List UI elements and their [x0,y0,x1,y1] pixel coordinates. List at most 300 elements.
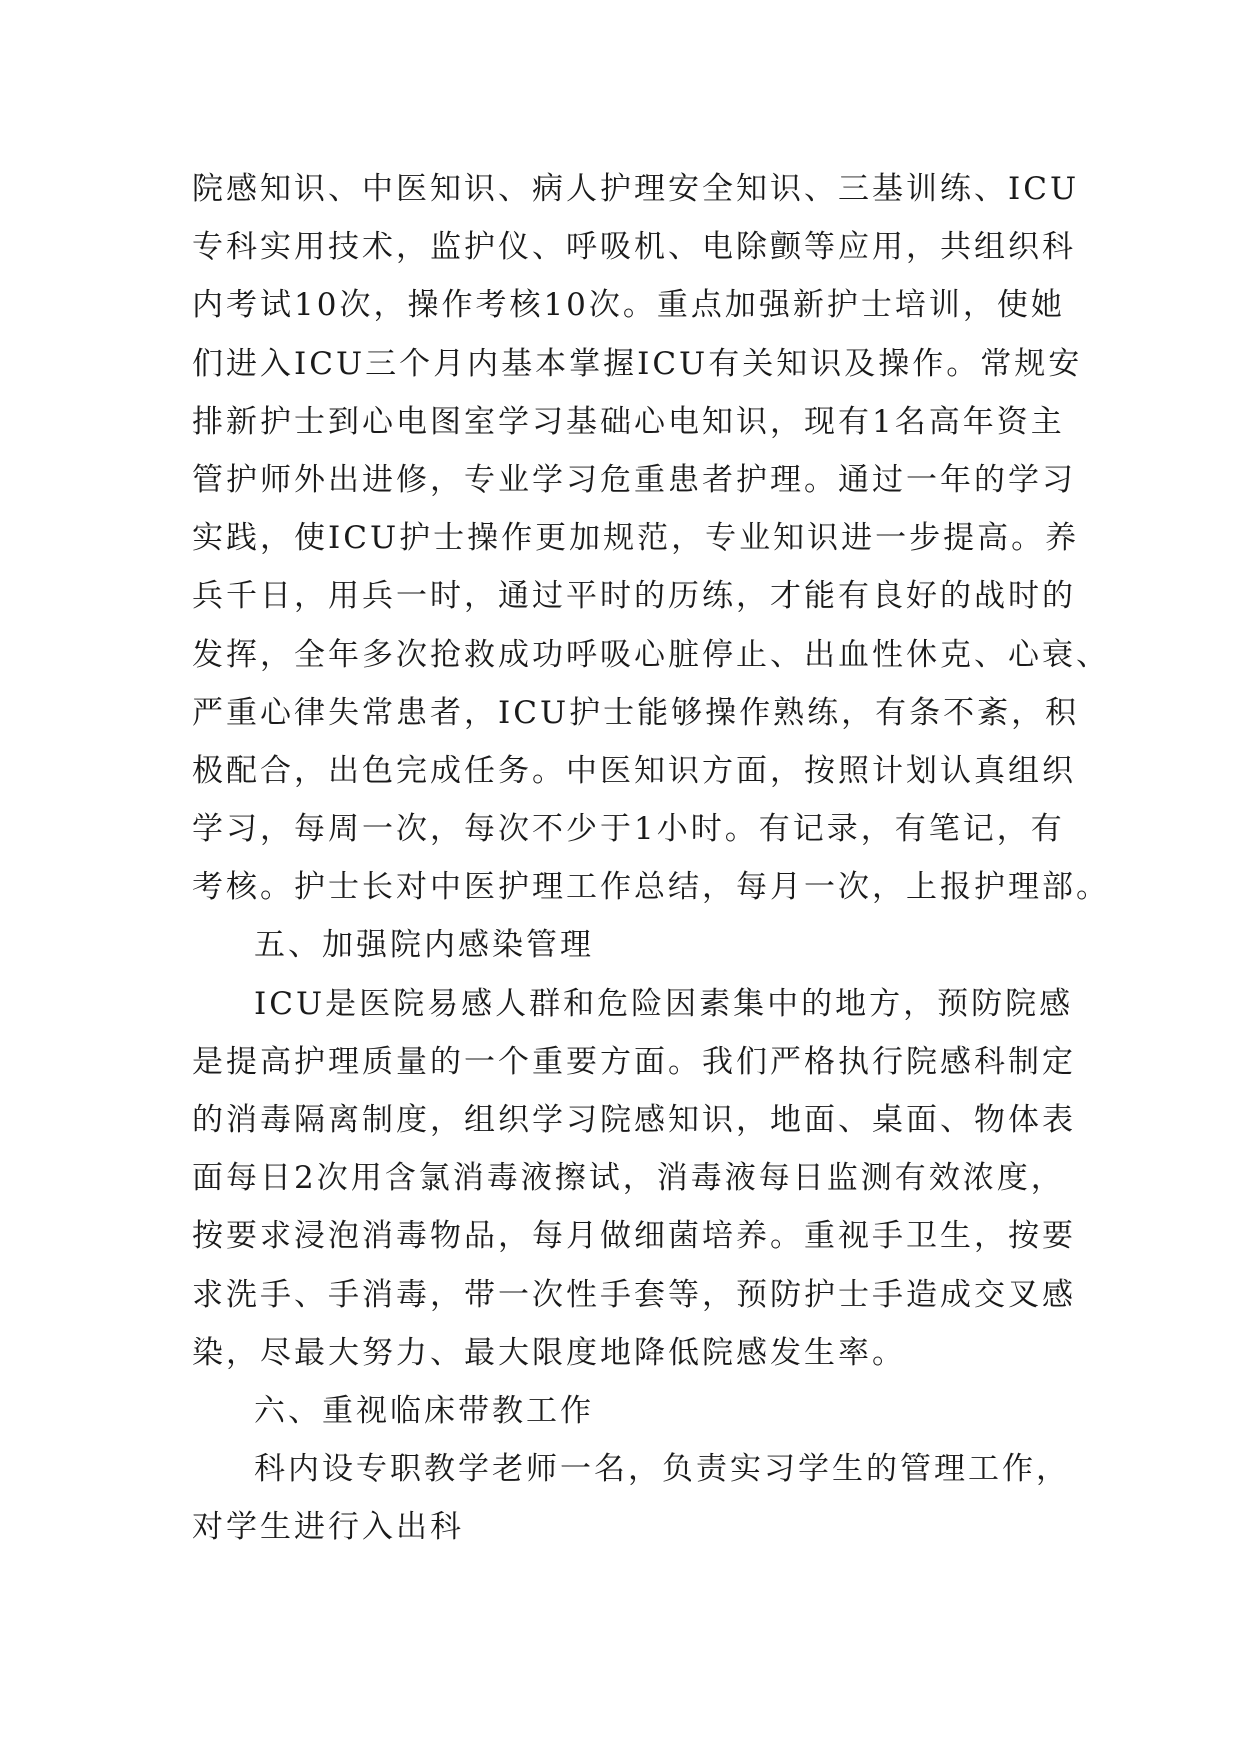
glyph: 方 [600,1043,634,1080]
glyph: 的 [1042,578,1076,615]
glyph: 护 [294,869,328,906]
glyph: 习 [764,1451,798,1488]
glyph: 试 [260,287,294,324]
glyph: 护 [294,1043,328,1080]
glyph: 性 [872,636,906,673]
glyph: 平 [566,578,600,615]
glyph: 兵 [192,578,226,615]
glyph: 士 [603,694,638,731]
glyph: 预 [937,985,972,1022]
glyph: 有 [1030,811,1065,848]
glyph: 护 [260,403,294,440]
glyph: 监 [430,229,464,266]
glyph: 名 [594,1451,628,1488]
document-body [192,160,1110,1557]
glyph: 知 [702,403,736,440]
glyph: 效 [928,1160,963,1197]
glyph: 践 [226,520,260,557]
text-line [192,335,1083,393]
glyph: 实 [260,229,294,266]
glyph: 10 [543,287,589,324]
glyph: 物 [974,1102,1008,1138]
glyph: 月 [566,1218,600,1255]
glyph: 组 [464,1102,498,1138]
glyph: 求 [192,1276,226,1313]
glyph: 院 [192,171,226,207]
glyph: 上 [906,869,940,906]
glyph: 医 [600,752,634,789]
glyph: 颤 [770,229,804,266]
glyph: 面 [736,752,770,789]
glyph: 除 [736,229,770,266]
glyph: 够 [671,694,706,731]
glyph: 结 [668,869,702,906]
glyph: 性 [566,1276,600,1313]
glyph: 重 [532,1043,566,1080]
glyph: 一 [362,811,396,848]
glyph: 要 [566,1043,600,1080]
glyph: 量 [396,1043,430,1080]
glyph: 养 [1045,520,1080,557]
glyph: 群 [529,985,564,1022]
glyph: 成 [940,1276,974,1313]
glyph: 们 [192,345,226,382]
glyph: 熟 [773,694,808,731]
glyph: 教 [424,1451,458,1488]
glyph: 使 [996,287,1031,324]
glyph: 按 [192,1218,226,1255]
glyph: 出 [328,461,362,498]
glyph: 图 [430,403,464,440]
glyph: 组 [1008,752,1042,789]
glyph: 配 [226,752,260,789]
glyph: 专 [192,229,226,266]
glyph: 更 [535,520,570,557]
glyph: 士 [860,287,895,324]
glyph: 中 [767,985,802,1022]
glyph: 强 [758,287,793,324]
glyph: 基 [872,171,906,207]
glyph: 知 [634,752,668,789]
glyph: 步 [909,520,944,557]
glyph: 护 [569,694,604,731]
glyph: 排 [192,403,226,440]
glyph: ， [906,229,940,266]
glyph: 次 [498,811,532,848]
glyph: 毒 [260,1102,294,1138]
glyph: 感 [1042,1276,1076,1313]
glyph: 千 [226,578,260,615]
glyph: 菌 [668,1218,702,1255]
glyph: 笔 [928,811,963,848]
glyph: 现 [804,403,838,440]
glyph: 桌 [872,1102,906,1138]
glyph: 因 [665,985,700,1022]
glyph: 和 [563,985,598,1022]
glyph: 电 [668,403,702,440]
glyph: 学 [192,811,226,848]
glyph: 操 [407,287,442,324]
glyph: 止 [736,636,770,673]
glyph: 消 [656,1160,691,1197]
glyph: 护 [804,1276,838,1313]
glyph: ， [1036,1451,1070,1488]
glyph: 认 [940,752,974,789]
glyph: 们 [736,1043,770,1080]
glyph: 识 [807,520,842,557]
glyph: ， [260,636,294,673]
glyph: 知 [260,171,294,207]
glyph: 操 [705,694,740,731]
glyph: 习 [1042,461,1076,498]
glyph: 1 [634,811,657,848]
glyph: 试 [588,1160,623,1197]
glyph: 设 [322,1451,356,1488]
glyph: 院 [1005,985,1040,1022]
glyph: 有 [875,694,910,731]
glyph: 质 [362,1043,396,1080]
paragraph-first-line [192,1440,1070,1498]
glyph: 识 [464,171,498,207]
glyph: 真 [974,752,1008,789]
glyph: 新 [792,287,827,324]
glyph: 电 [396,403,430,440]
glyph: 、 [1076,636,1110,673]
glyph: 人 [495,985,530,1022]
glyph: 次 [838,869,872,906]
glyph: ， [996,811,1031,848]
glyph: 多 [362,636,396,673]
glyph: 积 [1045,694,1080,731]
glyph: ， [736,1102,770,1138]
glyph: ， [464,578,498,615]
glyph: 理 [532,869,566,906]
glyph: 我 [702,1043,736,1080]
glyph: 。 [622,287,657,324]
glyph: ， [628,1451,662,1488]
glyph: 个 [399,345,434,382]
glyph: 、 [498,171,532,207]
glyph: 医 [396,171,430,207]
glyph: 高 [977,520,1012,557]
text-line [192,684,1080,742]
glyph: 实 [192,520,226,557]
glyph: 重 [634,461,668,498]
glyph: 交 [974,1276,1008,1313]
glyph: 消 [226,1102,260,1138]
glyph: 危 [600,461,634,498]
glyph: 考 [475,287,510,324]
glyph: 士 [433,520,468,557]
glyph: 、 [804,171,838,207]
glyph: 记 [792,811,827,848]
glyph: 时 [1008,578,1042,615]
glyph: 合 [260,752,294,789]
glyph: 科 [226,229,260,266]
glyph: 进 [362,461,396,498]
glyph: 。 [668,1043,702,1080]
glyph: 核 [509,287,544,324]
glyph: 度 [396,1102,430,1138]
glyph: 素 [699,985,734,1022]
glyph: 。 [260,869,294,906]
glyph: 学 [498,403,532,440]
glyph: 电 [702,229,736,266]
glyph: 实 [730,1451,764,1488]
glyph: 护 [464,229,498,266]
glyph: 细 [634,1218,668,1255]
glyph: ， [702,1276,736,1313]
glyph: 工 [968,1451,1002,1488]
glyph: 消 [362,1218,396,1255]
glyph: ， [962,287,997,324]
glyph: ， [903,985,938,1022]
glyph: 成 [430,752,464,789]
glyph: ICU [328,520,400,557]
glyph: 做 [600,1218,634,1255]
glyph: 技 [328,229,362,266]
glyph: 求 [260,1218,294,1255]
text-line [192,858,1110,916]
glyph: 。 [770,1218,804,1255]
glyph: 小 [656,811,691,848]
glyph: 毒 [486,1160,521,1197]
glyph: ， [860,811,895,848]
glyph: 于 [600,811,634,848]
glyph: 病 [532,171,566,207]
glyph: 年 [940,461,974,498]
glyph: 作 [912,345,947,382]
glyph: 离 [328,1102,362,1138]
glyph: 脏 [668,636,702,673]
glyph: 一 [875,520,910,557]
paragraph-last-line: 染，尽最大努力、最大限度地降低院感发生率。 [192,1334,906,1371]
glyph: 套 [634,1276,668,1313]
glyph: 每 [294,811,328,848]
glyph: 心 [362,403,396,440]
glyph: 对 [396,869,430,906]
glyph: 、 [668,229,702,266]
glyph: 要 [1042,1218,1076,1255]
glyph: 浸 [294,1218,328,1255]
glyph: 感 [461,985,496,1022]
glyph: 次 [532,1276,566,1313]
glyph: 毒 [396,1218,430,1255]
glyph: 计 [872,752,906,789]
glyph: 业 [739,520,774,557]
glyph: 用 [328,578,362,615]
glyph: 点 [690,287,725,324]
glyph: 用 [294,229,328,266]
glyph: 考 [226,287,260,324]
glyph: 握 [603,345,638,382]
glyph: 有 [838,578,872,615]
glyph: 识 [668,752,702,789]
glyph: 提 [226,1043,260,1080]
glyph: 。 [1076,869,1110,906]
glyph: 加 [724,287,759,324]
glyph: 修 [396,461,430,498]
glyph: 次 [588,287,623,324]
text-line [192,1207,1076,1265]
glyph: 织 [1008,229,1042,266]
glyph: 学 [458,1451,492,1488]
glyph: 预 [736,1276,770,1313]
glyph: ， [1011,694,1046,731]
glyph: 常 [980,345,1015,382]
glyph: 的 [430,1043,464,1080]
glyph: ， [770,752,804,789]
glyph: 浓 [962,1160,997,1197]
glyph: 长 [362,869,396,906]
glyph: ICU [1008,171,1080,207]
glyph: 应 [838,229,872,266]
glyph: 挥 [226,636,260,673]
glyph: 安 [1048,345,1083,382]
glyph: 地 [770,1102,804,1138]
glyph: 救 [464,636,498,673]
glyph: 手 [328,1276,362,1313]
glyph: 护 [736,461,770,498]
glyph: 时 [430,578,464,615]
glyph: 训 [928,287,963,324]
glyph: ， [260,811,294,848]
glyph: 面 [906,1102,940,1138]
glyph: 理 [634,171,668,207]
glyph: 操 [878,345,913,382]
glyph: 的 [866,1451,900,1488]
glyph: 习 [566,1102,600,1138]
glyph: 测 [860,1160,895,1197]
glyph: 士 [838,1276,872,1313]
text-line [192,276,1065,334]
glyph: 士 [328,869,362,906]
glyph: 。 [1011,520,1046,557]
glyph: 中 [430,869,464,906]
glyph: 报 [940,869,974,906]
glyph: 院 [600,1102,634,1138]
glyph: 每 [464,811,498,848]
glyph: ， [736,578,770,615]
glyph: 护 [226,461,260,498]
glyph: 关 [742,345,777,382]
glyph: 入 [260,345,294,382]
glyph: 毒 [396,1276,430,1313]
glyph: 过 [872,461,906,498]
glyph: 要 [226,1218,260,1255]
glyph: 进 [841,520,876,557]
glyph: 习 [566,461,600,498]
glyph: 吸 [600,229,634,266]
glyph: 有 [838,403,872,440]
glyph: 是 [192,1043,226,1080]
glyph: 毒 [690,1160,725,1197]
glyph: 。 [946,345,981,382]
glyph: 内 [467,345,502,382]
glyph: 度 [996,1160,1031,1197]
glyph: 衰 [1042,636,1076,673]
glyph: 的 [634,578,668,615]
glyph: 业 [498,461,532,498]
glyph: 总 [634,869,668,906]
glyph: ICU [637,345,709,382]
glyph: 室 [464,403,498,440]
glyph: 理 [770,461,804,498]
glyph: 用 [350,1160,385,1197]
glyph: 危 [597,985,632,1022]
glyph: 理 [328,1043,362,1080]
glyph: 到 [328,403,362,440]
glyph: 全 [702,171,736,207]
glyph: 规 [1014,345,1049,382]
glyph: 基 [566,403,600,440]
glyph: 、 [328,171,362,207]
glyph: 一 [560,1451,594,1488]
glyph: 的 [974,461,1008,498]
glyph: 1 [872,403,895,440]
glyph: 患 [396,694,430,731]
glyph: 患 [668,461,702,498]
glyph: 体 [1008,1102,1042,1138]
glyph: 格 [804,1043,838,1080]
glyph: 面 [192,1160,226,1197]
glyph: 作 [441,287,476,324]
glyph: 防 [971,985,1006,1022]
glyph: 次 [316,1160,351,1197]
glyph: 氯 [418,1160,453,1197]
text-line [192,509,1080,567]
glyph: 新 [226,403,260,440]
glyph: 行 [872,1043,906,1080]
glyph: ， [373,287,408,324]
glyph: 擦 [554,1160,589,1197]
glyph: 一 [906,461,940,498]
glyph: 专 [356,1451,390,1488]
glyph: ， [671,520,706,557]
glyph: 次 [339,287,374,324]
glyph: 专 [464,461,498,498]
glyph: 知 [773,520,808,557]
glyph: 工 [566,869,600,906]
glyph: 成 [498,636,532,673]
glyph: 习 [226,811,260,848]
glyph: 过 [532,578,566,615]
glyph: 练 [702,578,736,615]
glyph: 理 [934,1451,968,1488]
glyph: 年 [962,403,997,440]
glyph: 。 [532,752,566,789]
glyph: 练 [807,694,842,731]
glyph: 重 [656,287,691,324]
text-line [192,626,1110,684]
glyph: ， [430,461,464,498]
glyph: 她 [1030,287,1065,324]
glyph: 感 [634,1102,668,1138]
glyph: 2 [294,1160,317,1197]
glyph: 者 [430,694,464,731]
glyph: 兵 [362,578,396,615]
glyph: 造 [906,1276,940,1313]
glyph: 按 [1008,1218,1042,1255]
glyph: 使 [294,520,328,557]
glyph: 有 [894,1160,929,1197]
glyph: 制 [1008,1043,1042,1080]
text-line [192,800,1065,858]
text-line [192,1266,1076,1324]
glyph: 术 [362,229,396,266]
glyph: ， [498,1218,532,1255]
glyph: 有 [894,811,929,848]
